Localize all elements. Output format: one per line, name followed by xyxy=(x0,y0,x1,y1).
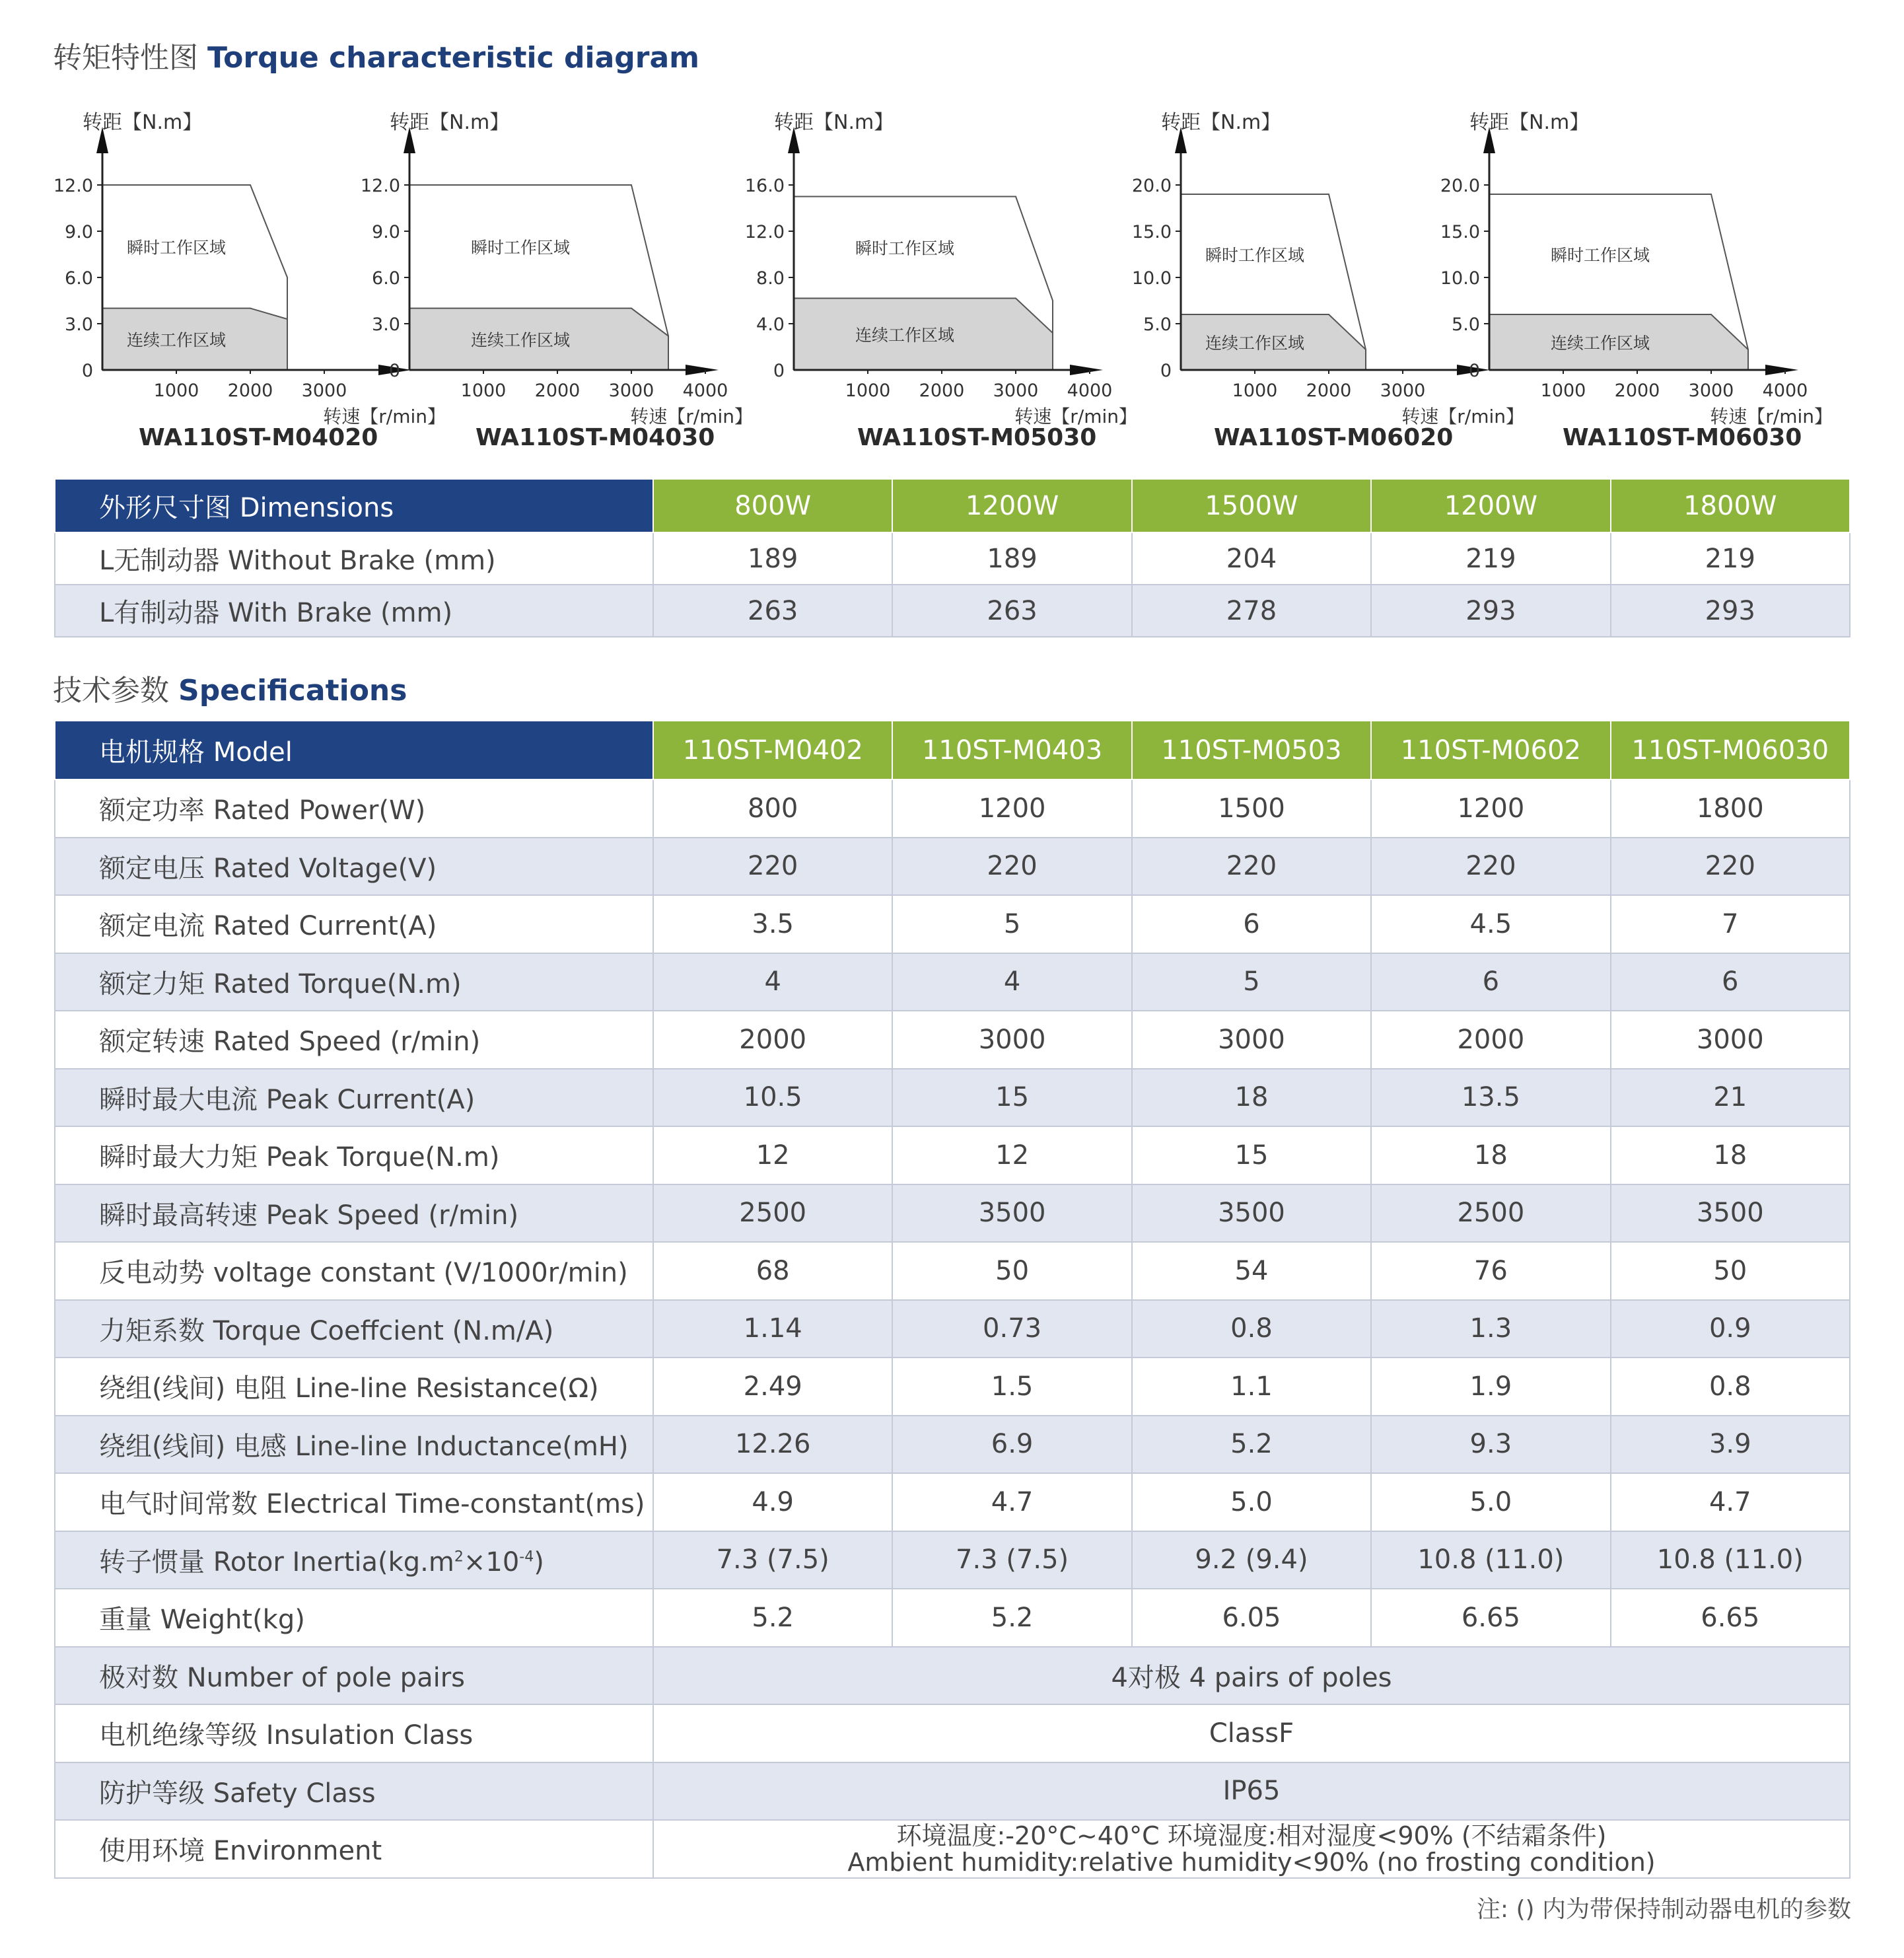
cell: 76 xyxy=(1371,1242,1610,1300)
cell: 189 xyxy=(653,532,892,585)
row-label: 额定电流 Rated Current(A) xyxy=(55,895,653,953)
table-row xyxy=(55,953,1850,1011)
row-label: 瞬时最大力矩 Peak Torque(N.m) xyxy=(55,1126,653,1184)
cell: 278 xyxy=(1132,585,1371,637)
cell: 4.7 xyxy=(1611,1473,1850,1531)
continuous-zone-label: 连续工作区域 xyxy=(1550,334,1650,353)
specs-header-row xyxy=(55,721,1850,780)
specifications-table xyxy=(54,721,1851,1879)
peak-zone-label: 瞬时工作区域 xyxy=(470,238,571,258)
row-label: L无制动器 Without Brake (mm) xyxy=(55,532,653,585)
y-tick-label: 0 xyxy=(1468,361,1480,381)
cell: 204 xyxy=(1132,532,1371,585)
x-tick-label: 1000 xyxy=(845,381,891,401)
y-tick-label: 20.0 xyxy=(1131,176,1172,196)
cell: 5 xyxy=(892,895,1131,953)
y-tick-label: 9.0 xyxy=(372,222,400,242)
x-tick-label: 2000 xyxy=(534,381,581,401)
chart-model-name: WA110ST-M04020 xyxy=(139,424,378,451)
cell: 10.8 (11.0) xyxy=(1371,1531,1610,1589)
cell: 3000 xyxy=(1611,1011,1850,1069)
table-row xyxy=(55,1184,1850,1243)
x-axis-arrow xyxy=(1070,365,1103,375)
cell: 12.26 xyxy=(653,1416,892,1474)
cell: 6 xyxy=(1132,895,1371,953)
cell: 10.5 xyxy=(653,1069,892,1127)
cell: 4.7 xyxy=(892,1473,1131,1531)
chart-model-name: WA110ST-M06020 xyxy=(1214,424,1454,451)
row-label: 绕组(线间) 电阻 Line-line Resistance(Ω) xyxy=(55,1358,653,1416)
cell: 2000 xyxy=(653,1011,892,1069)
cell: 3500 xyxy=(1611,1184,1850,1243)
cell: 1200 xyxy=(1371,780,1610,838)
x-tick-label: 3000 xyxy=(1380,381,1426,401)
cell: 18 xyxy=(1611,1126,1850,1184)
cell: 3.9 xyxy=(1611,1416,1850,1474)
y-tick-label: 4.0 xyxy=(756,314,785,335)
chart-model-name: WA110ST-M04030 xyxy=(476,424,715,451)
cell: 12 xyxy=(653,1126,892,1184)
dim-col-5: 1800W xyxy=(1611,480,1850,532)
y-tick-label: 0 xyxy=(81,361,93,381)
table-row xyxy=(55,1242,1850,1300)
cell: 50 xyxy=(1611,1242,1850,1300)
row-label: L有制动器 With Brake (mm) xyxy=(55,585,653,637)
environment-line-1: 环境温度:-20°C~40°C 环境湿度:相对湿度<90% (不结霜条件) xyxy=(896,1821,1607,1850)
table-row xyxy=(55,585,1850,637)
cell: 293 xyxy=(1611,585,1850,637)
x-axis-arrow xyxy=(686,365,719,375)
row-label: 极对数 Number of pole pairs xyxy=(55,1647,653,1705)
cell: 6 xyxy=(1371,953,1610,1011)
y-tick-label: 12.0 xyxy=(360,176,400,196)
cell: 263 xyxy=(653,585,892,637)
y-tick-label: 6.0 xyxy=(372,268,400,289)
torque-chart xyxy=(1430,99,1833,429)
row-label: 力矩系数 Torque Coeffcient (N.m/A) xyxy=(55,1300,653,1358)
continuous-zone-label: 连续工作区域 xyxy=(126,330,227,350)
cell: 15 xyxy=(1132,1126,1371,1184)
cell: 0.73 xyxy=(892,1300,1131,1358)
continuous-zone-label: 连续工作区域 xyxy=(855,325,955,345)
dimensions-table xyxy=(54,480,1851,637)
cell: 4.9 xyxy=(653,1473,892,1531)
cell: 1.3 xyxy=(1371,1300,1610,1358)
merged-cell: 4对极 4 pairs of poles xyxy=(653,1647,1850,1705)
table-row xyxy=(55,1358,1850,1416)
x-axis-label: 转速【r/min】 xyxy=(630,406,753,427)
table-row xyxy=(55,1126,1850,1184)
y-tick-label: 15.0 xyxy=(1131,222,1172,242)
table-row xyxy=(55,895,1850,953)
cell: 5.2 xyxy=(1132,1416,1371,1474)
table-row xyxy=(55,1762,1850,1821)
cell: 50 xyxy=(892,1242,1131,1300)
cell: 15 xyxy=(892,1069,1131,1127)
y-tick-label: 15.0 xyxy=(1440,222,1480,242)
inertia-label-part: ) xyxy=(534,1546,544,1577)
x-tick-label: 3000 xyxy=(608,381,654,401)
x-tick-label: 3000 xyxy=(993,381,1039,401)
y-tick-label: 0 xyxy=(773,361,785,381)
row-label: 额定转速 Rated Speed (r/min) xyxy=(55,1011,653,1069)
x-tick-label: 1000 xyxy=(460,381,507,401)
row-label: 重量 Weight(kg) xyxy=(55,1589,653,1647)
x-axis-label: 转速【r/min】 xyxy=(323,406,446,427)
inertia-label-part: 2 xyxy=(454,1548,464,1566)
specs-section-title xyxy=(53,671,407,711)
spec-col-3: 110ST-M0503 xyxy=(1132,721,1371,780)
cell: 6.05 xyxy=(1132,1589,1371,1647)
chart-model-name: WA110ST-M05030 xyxy=(857,424,1097,451)
continuous-zone-label: 连续工作区域 xyxy=(1205,334,1305,353)
y-tick-label: 10.0 xyxy=(1131,268,1172,289)
row-label: 额定功率 Rated Power(W) xyxy=(55,780,653,838)
cell: 68 xyxy=(653,1242,892,1300)
cell: 2.49 xyxy=(653,1358,892,1416)
cell: 3000 xyxy=(1132,1011,1371,1069)
specs-title-en: Specifications xyxy=(178,674,407,707)
y-tick-label: 5.0 xyxy=(1452,314,1480,335)
y-axis-label: 转距【N.m】 xyxy=(1161,111,1281,134)
cell: 4 xyxy=(653,953,892,1011)
cell: 220 xyxy=(1371,838,1610,896)
cell: 12 xyxy=(892,1126,1131,1184)
table-row xyxy=(55,1531,1850,1589)
dim-col-3: 1500W xyxy=(1132,480,1371,532)
y-tick-label: 9.0 xyxy=(65,222,93,242)
table-row xyxy=(55,838,1850,896)
cell: 6 xyxy=(1611,953,1850,1011)
y-tick-label: 12.0 xyxy=(53,176,93,196)
y-tick-label: 0 xyxy=(388,361,400,381)
row-label: 电气时间常数 Electrical Time-constant(ms) xyxy=(55,1473,653,1531)
spec-col-5: 110ST-M06030 xyxy=(1611,721,1850,780)
cell: 9.2 (9.4) xyxy=(1132,1531,1371,1589)
cell: 5.2 xyxy=(892,1589,1131,1647)
y-tick-label: 3.0 xyxy=(372,314,400,335)
cell: 7.3 (7.5) xyxy=(653,1531,892,1589)
row-label: 防护等级 Safety Class xyxy=(55,1762,653,1821)
spec-col-2: 110ST-M0403 xyxy=(892,721,1131,780)
spec-col-1: 110ST-M0402 xyxy=(653,721,892,780)
torque-charts xyxy=(0,0,1904,476)
cell: 21 xyxy=(1611,1069,1850,1127)
table-row xyxy=(55,532,1850,585)
inertia-label-part: 转子惯量 Rotor Inertia(kg.m xyxy=(99,1546,454,1577)
cell: 18 xyxy=(1371,1126,1610,1184)
table-row xyxy=(55,1473,1850,1531)
torque-chart xyxy=(350,99,753,429)
cell: 5.0 xyxy=(1132,1473,1371,1531)
x-tick-label: 1000 xyxy=(153,381,199,401)
table-row xyxy=(55,1011,1850,1069)
cell: 220 xyxy=(892,838,1131,896)
cell: 220 xyxy=(653,838,892,896)
x-tick-label: 2000 xyxy=(1306,381,1352,401)
row-label: 电机绝缘等级 Insulation Class xyxy=(55,1704,653,1762)
x-tick-label: 2000 xyxy=(227,381,273,401)
dimensions-header-row xyxy=(55,480,1850,532)
cell: 9.3 xyxy=(1371,1416,1610,1474)
cell: 4.5 xyxy=(1371,895,1610,953)
environment-cell xyxy=(653,1820,1850,1878)
cell: 800 xyxy=(653,780,892,838)
torque-chart xyxy=(734,99,1137,429)
x-tick-label: 2000 xyxy=(1614,381,1660,401)
y-tick-label: 5.0 xyxy=(1143,314,1172,335)
torque-title-en: Torque characteristic diagram xyxy=(207,41,700,75)
row-label: 额定电压 Rated Voltage(V) xyxy=(55,838,653,896)
cell: 219 xyxy=(1371,532,1610,585)
peak-zone-label: 瞬时工作区域 xyxy=(126,238,227,258)
torque-chart-svg xyxy=(734,99,1137,429)
cell: 7.3 (7.5) xyxy=(892,1531,1131,1589)
cell: 5.2 xyxy=(653,1589,892,1647)
cell: 1800 xyxy=(1611,780,1850,838)
cell: 220 xyxy=(1611,838,1850,896)
chart-model-name: WA110ST-M06030 xyxy=(1563,424,1802,451)
cell: 1.1 xyxy=(1132,1358,1371,1416)
torque-chart-svg xyxy=(350,99,753,429)
specs-header: 电机规格 Model xyxy=(55,721,653,780)
environment-line-2: Ambient humidity:relative humidity<90% (no frosting condition) xyxy=(847,1847,1656,1877)
peak-zone-label: 瞬时工作区域 xyxy=(1550,246,1650,265)
y-tick-label: 8.0 xyxy=(756,268,785,289)
cell: 3000 xyxy=(892,1011,1131,1069)
cell: 18 xyxy=(1132,1069,1371,1127)
y-tick-label: 12.0 xyxy=(744,222,785,242)
cell: 2500 xyxy=(653,1184,892,1243)
x-tick-label: 4000 xyxy=(1762,381,1808,401)
cell: 263 xyxy=(892,585,1131,637)
cell: 1.9 xyxy=(1371,1358,1610,1416)
y-axis-label: 转距【N.m】 xyxy=(390,111,510,134)
merged-cell: IP65 xyxy=(653,1762,1850,1821)
table-row xyxy=(55,1704,1850,1762)
cell: 0.9 xyxy=(1611,1300,1850,1358)
dimensions-header: 外形尺寸图 Dimensions xyxy=(55,480,653,532)
y-tick-label: 16.0 xyxy=(744,176,785,196)
cell: 6.65 xyxy=(1611,1589,1850,1647)
cell: 7 xyxy=(1611,895,1850,953)
y-tick-label: 0 xyxy=(1160,361,1172,381)
cell: 3500 xyxy=(1132,1184,1371,1243)
cell: 10.8 (11.0) xyxy=(1611,1531,1850,1589)
cell: 4 xyxy=(892,953,1131,1011)
y-tick-label: 3.0 xyxy=(65,314,93,335)
continuous-zone-label: 连续工作区域 xyxy=(470,330,571,350)
x-axis-label: 转速【r/min】 xyxy=(1401,406,1524,427)
inertia-label-part: -4 xyxy=(519,1548,534,1566)
peak-zone-label: 瞬时工作区域 xyxy=(1205,246,1305,265)
inertia-label-part: ×10 xyxy=(463,1546,520,1577)
cell: 5.0 xyxy=(1371,1473,1610,1531)
cell: 6.65 xyxy=(1371,1589,1610,1647)
merged-cell: ClassF xyxy=(653,1704,1850,1762)
cell: 219 xyxy=(1611,532,1850,585)
x-tick-label: 3000 xyxy=(1688,381,1734,401)
table-row xyxy=(55,1647,1850,1705)
cell: 0.8 xyxy=(1132,1300,1371,1358)
cell: 13.5 xyxy=(1371,1069,1610,1127)
cell: 1200 xyxy=(892,780,1131,838)
table-row xyxy=(55,1820,1850,1878)
x-tick-label: 3000 xyxy=(301,381,347,401)
y-tick-label: 10.0 xyxy=(1440,268,1480,289)
cell: 2500 xyxy=(1371,1184,1610,1243)
cell: 3.5 xyxy=(653,895,892,953)
x-tick-label: 1000 xyxy=(1540,381,1586,401)
dim-col-1: 800W xyxy=(653,480,892,532)
row-label xyxy=(55,1531,653,1589)
x-axis-arrow xyxy=(1765,365,1798,375)
row-label: 瞬时最高转速 Peak Speed (r/min) xyxy=(55,1184,653,1243)
cell: 2000 xyxy=(1371,1011,1610,1069)
table-row xyxy=(55,780,1850,838)
torque-title-cn: 转矩特性图 xyxy=(53,41,198,75)
table-row xyxy=(55,1300,1850,1358)
footnote: 注: () 内为带保持制动器电机的参数 xyxy=(1476,1896,1851,1923)
x-tick-label: 2000 xyxy=(919,381,965,401)
cell: 54 xyxy=(1132,1242,1371,1300)
dim-col-4: 1200W xyxy=(1371,480,1610,532)
specs-title-cn: 技术参数 xyxy=(53,674,169,707)
y-axis-label: 转距【N.m】 xyxy=(83,111,203,134)
table-row xyxy=(55,1069,1850,1127)
spec-col-4: 110ST-M0602 xyxy=(1371,721,1610,780)
cell: 3500 xyxy=(892,1184,1131,1243)
cell: 5 xyxy=(1132,953,1371,1011)
row-label: 反电动势 voltage constant (V/1000r/min) xyxy=(55,1242,653,1300)
cell: 189 xyxy=(892,532,1131,585)
peak-zone-label: 瞬时工作区域 xyxy=(855,238,955,258)
row-label: 额定力矩 Rated Torque(N.m) xyxy=(55,953,653,1011)
row-label: 使用环境 Environment xyxy=(55,1820,653,1878)
x-tick-label: 4000 xyxy=(1067,381,1113,401)
table-row xyxy=(55,1589,1850,1647)
y-axis-label: 转距【N.m】 xyxy=(774,111,894,134)
cell: 1.5 xyxy=(892,1358,1131,1416)
table-row xyxy=(55,1416,1850,1474)
dim-col-2: 1200W xyxy=(892,480,1131,532)
row-label: 绕组(线间) 电感 Line-line Inductance(mH) xyxy=(55,1416,653,1474)
x-axis-label: 转速【r/min】 xyxy=(1710,406,1833,427)
y-tick-label: 6.0 xyxy=(65,268,93,289)
row-label: 瞬时最大电流 Peak Current(A) xyxy=(55,1069,653,1127)
cell: 1.14 xyxy=(653,1300,892,1358)
y-axis-label: 转距【N.m】 xyxy=(1469,111,1590,134)
cell: 0.8 xyxy=(1611,1358,1850,1416)
y-tick-label: 20.0 xyxy=(1440,176,1480,196)
x-tick-label: 4000 xyxy=(682,381,728,401)
cell: 293 xyxy=(1371,585,1610,637)
cell: 6.9 xyxy=(892,1416,1131,1474)
torque-chart-svg xyxy=(1430,99,1833,429)
x-axis-label: 转速【r/min】 xyxy=(1014,406,1137,427)
x-tick-label: 1000 xyxy=(1232,381,1278,401)
cell: 1500 xyxy=(1132,780,1371,838)
cell: 220 xyxy=(1132,838,1371,896)
